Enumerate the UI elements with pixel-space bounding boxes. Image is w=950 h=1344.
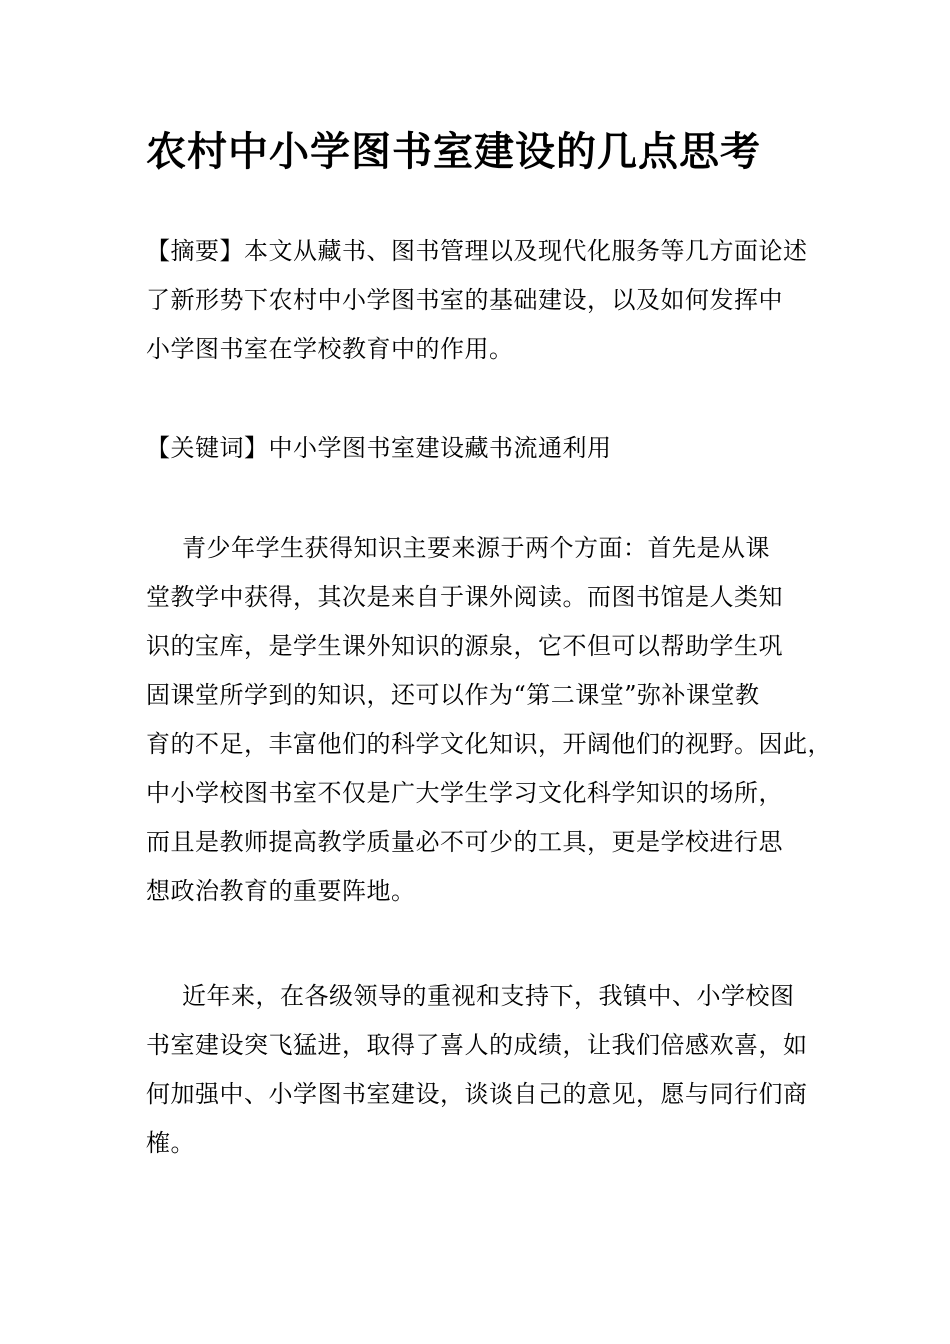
paragraph-line: 育的不足，丰富他们的科学文化知识，开阔他们的视野。因此，	[146, 730, 832, 758]
paragraph-line: 堂教学中获得，其次是来自于课外阅读。而图书馆是人类知	[146, 583, 783, 611]
abstract-line: 了新形势下农村中小学图书室的基础建设，以及如何发挥中	[146, 286, 783, 314]
paragraph-line: 榷。	[146, 1129, 195, 1157]
paragraph-line: 识的宝库，是学生课外知识的源泉，它不但可以帮助学生巩	[146, 632, 783, 660]
keywords-line: 【关键词】中小学图书室建设藏书流通利用	[146, 434, 612, 462]
document-title: 农村中小学图书室建设的几点思考	[146, 128, 761, 175]
paragraph-line: 何加强中、小学图书室建设，谈谈自己的意见，愿与同行们商	[146, 1080, 808, 1108]
keywords-paragraph	[146, 424, 832, 473]
abstract-line: 小学图书室在学校教育中的作用。	[146, 335, 514, 363]
paragraph-line: 中小学校图书室不仅是广大学生学习文化科学知识的场所，	[146, 779, 783, 807]
body-paragraph-1	[146, 524, 832, 916]
paragraph-line: 书室建设突飞猛进，取得了喜人的成绩，让我们倍感欢喜，如	[146, 1031, 808, 1059]
abstract-paragraph	[146, 227, 832, 374]
paragraph-line: 想政治教育的重要阵地。	[146, 877, 416, 905]
paragraph-line: 固课堂所学到的知识，还可以作为“第二课堂”弥补课堂教	[146, 681, 760, 709]
abstract-line: 【摘要】本文从藏书、图书管理以及现代化服务等几方面论述	[146, 237, 808, 265]
paragraph-line: 青少年学生获得知识主要来源于两个方面：首先是从课	[182, 534, 770, 562]
paragraph-line: 近年来，在各级领导的重视和支持下，我镇中、小学校图	[182, 982, 795, 1010]
body-paragraph-2	[146, 972, 832, 1168]
paragraph-line: 而且是教师提高教学质量必不可少的工具，更是学校进行思	[146, 828, 783, 856]
